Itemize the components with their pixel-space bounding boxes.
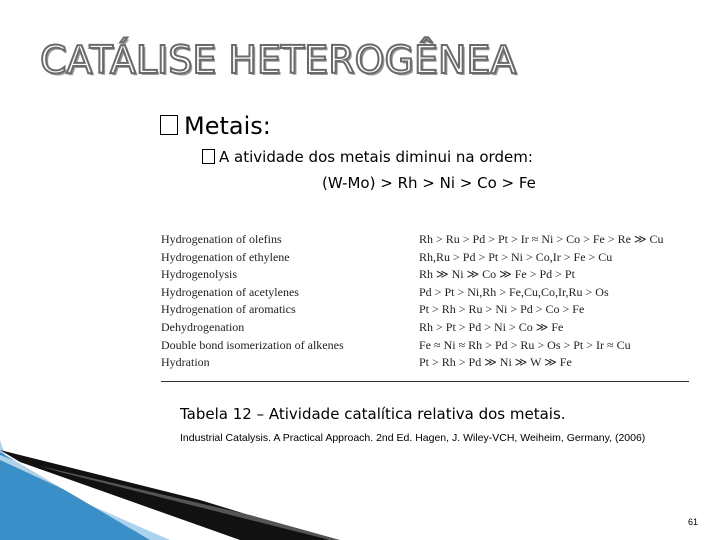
bullet-metais (160, 112, 271, 140)
series-cell: Rh ≫ Ni ≫ Co ≫ Fe > Pd > Pt (419, 267, 575, 282)
page-number: 61 (688, 517, 699, 527)
table-row (161, 354, 689, 372)
bullet-box-icon (160, 115, 178, 135)
slide-title: CATÁLISE HETEROGÊNEA (40, 38, 517, 82)
bullet-box-icon (202, 149, 215, 164)
bullet-metais-text: Metais: (184, 112, 271, 140)
reaction-cell: Hydrogenation of aromatics (161, 302, 296, 317)
table-row (161, 337, 689, 355)
series-cell: Rh,Ru > Pd > Pt > Ni > Co,Ir > Fe > Cu (419, 249, 613, 264)
table-row (161, 319, 689, 337)
activity-table (161, 231, 689, 372)
series-cell: Pd > Pt > Ni,Rh > Fe,Cu,Co,Ir,Ru > Os (419, 284, 609, 299)
table-row (161, 249, 689, 267)
reaction-cell: Hydrogenation of acetylenes (161, 284, 299, 299)
reaction-cell: Hydrogenolysis (161, 267, 237, 282)
series-cell: Fe ≈ Ni ≈ Rh > Pd > Ru > Os > Pt > Ir ≈ Cu (419, 337, 631, 352)
table-caption: Tabela 12 – Atividade catalítica relativa dos metais. (180, 405, 566, 423)
series-cell: Pt > Rh > Ru > Ni > Pd > Co > Fe (419, 302, 585, 317)
activity-order: (W-Mo) > Rh > Ni > Co > Fe (322, 174, 536, 192)
reaction-cell: Double bond isomerization of alkenes (161, 337, 344, 352)
reaction-cell: Hydration (161, 355, 210, 370)
series-cell: Rh > Pt > Pd > Ni > Co ≫ Fe (419, 319, 564, 334)
table-row (161, 301, 689, 319)
bullet-atividade-text: A atividade dos metais diminui na ordem: (219, 148, 533, 166)
table-row (161, 284, 689, 302)
table-row (161, 266, 689, 284)
table-row (161, 231, 689, 249)
reaction-cell: Dehydrogenation (161, 319, 245, 334)
source-citation: Industrial Catalysis. A Practical Approach. 2nd Ed. Hagen, J. Wiley-VCH, Weiheim, Germany, (2006) (180, 432, 646, 444)
reaction-cell: Hydrogenation of olefins (161, 232, 282, 246)
bullet-atividade (202, 148, 533, 166)
series-cell: Pt > Rh > Pd ≫ Ni ≫ W ≫ Fe (419, 355, 572, 370)
series-cell: Rh > Ru > Pd > Pt > Ir ≈ Ni > Co > Fe > Re ≫ Cu (419, 232, 664, 246)
reaction-cell: Hydrogenation of ethylene (161, 249, 290, 264)
table-divider (161, 381, 689, 382)
